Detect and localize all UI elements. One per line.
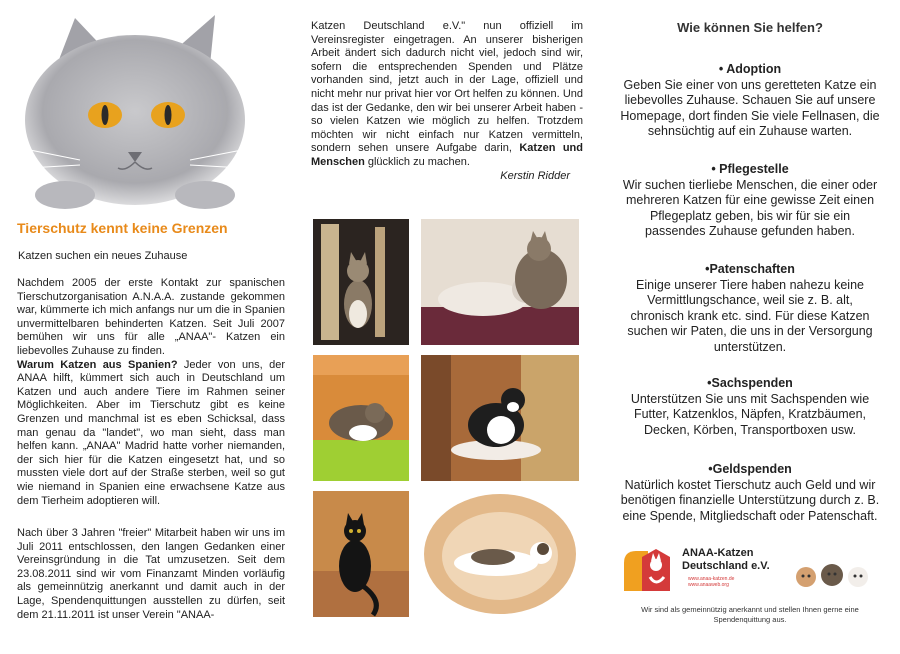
help-section-sponsorship <box>620 262 880 355</box>
kittens-image <box>792 555 882 595</box>
help-section-adoption <box>620 62 880 140</box>
continued-text: Katzen Deutschland e.V." nun offiziell im Vereinsregister eingetragen. An unserer bisherigen Arbeit ändert sich dadurch nicht viel, jedoch sind wir, sofern die entsprechenden Spenden und Plätze vorhanden sind, jetzt auch in der Lage, offiziell und nicht mehr nur privat hier vor Ort helfen zu können. Und das ist der Gedanke, den wir bei unserer Arbeit haben - so vielen Katzen wie möglich zu helfen. Trotzdem möchten wir nicht einfach nur Katzen vermitteln, sondern sehen unsere Aufgabe darin, <box>311 20 583 155</box>
help-section-money-donations <box>620 462 880 524</box>
section-body: Einige unserer Tiere haben nahezu keine Vermittlungschance, weil sie z. B. alt, chronisch krank etc. sind. Für diese Katzen suchen wir Paten, die uns in der Versorgung unterstützen. <box>627 277 873 354</box>
cat-photo <box>313 491 409 617</box>
section-title: •Patenschaften <box>705 262 795 276</box>
cat-photo <box>421 219 579 345</box>
help-section-donations-in-kind <box>620 376 880 438</box>
section-title: •Sachspenden <box>707 376 793 390</box>
help-title: Wie können Sie helfen? <box>677 20 823 35</box>
section-title: • Pflegestelle <box>711 162 789 176</box>
page-headline: Tierschutz kennt keine Grenzen <box>17 220 228 236</box>
left-column <box>0 0 292 654</box>
logo-line-2: Deutschland e.V. <box>682 560 770 572</box>
section-body: Wir suchen tierliebe Menschen, die einer oder mehreren Katzen für eine gewisse Zeit einen Pflegeplatz geben, bis wir für sie ein passendes Zuhause gefunden haben. <box>622 177 878 238</box>
donation-footnote: Wir sind als gemeinnützig anerkannt und stellen Ihnen gerne eine Spendenquittung aus. <box>641 605 859 624</box>
logo-url-2[interactable]: www.anaaweb.org <box>688 582 729 588</box>
logo-url-1[interactable]: www.anaa-katzen.de <box>688 576 735 582</box>
anaa-logo-icon <box>620 543 678 595</box>
section-title: • Adoption <box>718 62 782 76</box>
right-column <box>600 0 900 654</box>
cat-photo <box>421 491 579 617</box>
closing-text: glücklich zu machen. <box>364 155 470 168</box>
anaa-logo <box>620 543 890 598</box>
cat-photo <box>313 219 409 345</box>
section-title: •Geldspenden <box>708 462 792 476</box>
section-body: Unterstützen Sie uns mit Sachspenden wie Futter, Katzenklos, Näpfen, Kratzbäumen, Decken, Körben, Transportboxen usw. <box>630 391 870 437</box>
question-answer: Jeder von uns, der ANAA hilft, kümmert sich auch in Deutschland um Katzen und auch andere Tiere im Rahmen seiner Möglichkeiten. Aber im Tierschutz gibt es keine Grenzen und manchmal ist es eben Schicksal, dass man genau da "landet", wo man sieht, dass man helfen kann. „ANAA" Madrid hatte vorher niemanden, der sich hier für die Katzen eingesetzt hat, und so mussten viele dort auf der Straße sterben, weil so gut wie niemand in Spanien eine erwachsene Katze aus dem Tierheim adoptieren will. <box>17 358 286 507</box>
section-body: Natürlich kostet Tierschutz auch Geld und wir benötigen finanzielle Unterstützung durch z. B. eine Spende, Mitgliedschaft oder Patenschaft. <box>620 477 880 523</box>
intro-text: Nachdem 2005 der erste Kontakt zur spanischen Tierschutzorganisation A.N.A.A. zustande gekommen war, kümmerte ich mich anfangs nur um die in Spanien unvermittelbaren behinderten Katzen. Seit Juli 2007 bemühen wir uns für alle „ANAA"- Katzen ein liebevolles Zuhause zu finden. <box>17 277 285 357</box>
cat-photo <box>421 355 579 481</box>
help-section-foster <box>620 162 880 240</box>
emphasis-text: Katzen und Menschen <box>311 142 583 168</box>
hero-cat-image <box>10 10 260 210</box>
question-heading: Warum Katzen aus Spanien? <box>17 358 178 371</box>
author-signature: Kerstin Ridder <box>500 169 570 182</box>
section-body: Geben Sie einer von uns geretteten Katze ein liebevolles Zuhause. Schauen Sie auf unsere Homepage, dort finden Sie viele Fellnasen, die sehnsüchtig auf ein Zuhause warten. <box>620 77 880 138</box>
intro-paragraph <box>17 277 285 508</box>
cat-photo <box>313 355 409 481</box>
association-paragraph: Nach über 3 Jahren "freier" Mitarbeit haben wir uns im Juli 2011 entschlossen, den langen Gedanken einer Vereinsgründung in die Tat umzusetzen. Seit dem 23.08.2011 sind wir vom Finanzamt Minden vorläufig als gemeinnützig anerkannt und damit auch in der Lage, Spendenquittungen ausstellen zu dürfen, seit dem 21.11.2011 ist unser Verein "ANAA- <box>17 527 285 621</box>
logo-line-1: ANAA-Katzen <box>682 547 754 559</box>
subheading: Katzen suchen ein neues Zuhause <box>18 250 188 262</box>
middle-column <box>300 0 590 654</box>
continued-paragraph <box>311 20 583 183</box>
